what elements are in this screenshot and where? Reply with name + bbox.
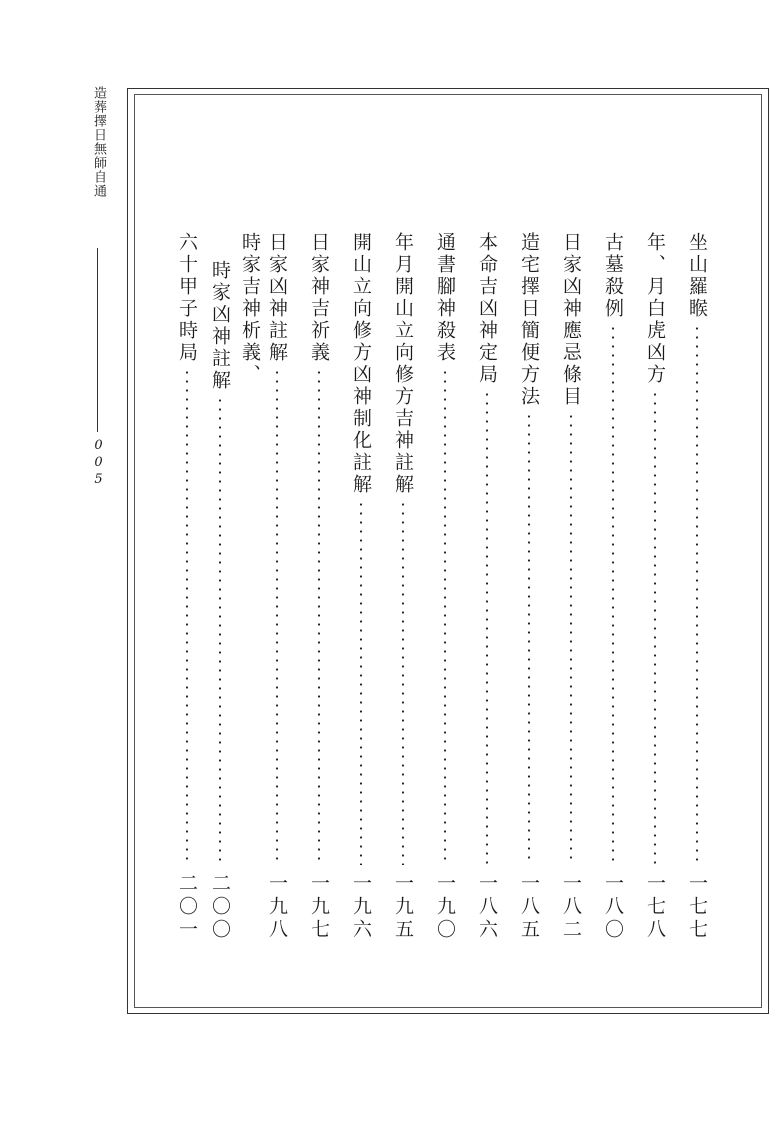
dot-leader: [360, 500, 362, 865]
toc-entry-page: 一七七: [686, 873, 708, 942]
toc-entry-line-2: [207, 232, 233, 942]
toc-entry: [641, 232, 669, 942]
dot-leader: [528, 412, 530, 865]
toc-entry-page: 一七八: [644, 873, 666, 942]
toc-entry: [347, 232, 375, 942]
toc-entry-title: 古墓殺例: [602, 232, 624, 320]
toc-entry: [683, 232, 711, 942]
toc-entry-title: 通書腳神殺表: [434, 232, 456, 364]
toc-entry-page: 一九七: [308, 873, 330, 942]
toc-entry-title: 本命吉凶神定局: [476, 232, 498, 386]
toc-entry-title: 造宅擇日簡便方法: [518, 232, 540, 408]
toc-entry-title: 日家神吉祈義: [308, 232, 330, 364]
dot-leader: [486, 390, 488, 865]
toc-entry-line-1: [237, 232, 263, 942]
toc-entry-page: 一八〇: [602, 873, 624, 942]
toc-entry-page: 一八二: [560, 873, 582, 942]
toc-entry: [207, 232, 263, 942]
toc-entry-title: 開山立向修方凶神制化註解: [350, 232, 372, 496]
dot-leader: [219, 396, 221, 865]
toc-entry: [431, 232, 459, 942]
toc-entry-two-line: [207, 232, 263, 942]
dot-leader: [186, 368, 188, 865]
dot-leader: [654, 390, 656, 865]
toc-entry: [305, 232, 333, 942]
toc-entry: [173, 232, 201, 942]
toc-entry: [263, 232, 291, 942]
toc-entry: [557, 232, 585, 942]
toc-entry-page: 二〇〇: [209, 873, 231, 942]
toc-entry-title: 時家吉神析義、: [239, 232, 261, 386]
toc-entry: [473, 232, 501, 942]
toc-entry-page: 一八六: [476, 873, 498, 942]
toc-entry-page: 一九八: [266, 873, 288, 942]
dot-leader: [402, 500, 404, 865]
dot-leader: [612, 324, 614, 865]
toc-entry-title: 日家凶神註解: [266, 232, 288, 364]
dot-leader: [318, 368, 320, 865]
dot-leader: [444, 368, 446, 865]
toc-entry-title: 日家凶神應忌條目: [560, 232, 582, 408]
toc-entry-title-continued: 時家凶神註解: [209, 260, 231, 392]
toc-entry-page: 一九五: [392, 873, 414, 942]
dot-leader: [276, 368, 278, 865]
toc-entry: [599, 232, 627, 942]
dot-leader: [570, 412, 572, 865]
dot-leader: [696, 324, 698, 865]
running-header-rule: [97, 248, 98, 432]
toc-entry-title: 坐山羅睺: [686, 232, 708, 320]
toc-entry-page: 一八五: [518, 873, 540, 942]
toc-entry-page: 二〇一: [176, 873, 198, 942]
toc-entry-title: 年、月白虎凶方: [644, 232, 666, 386]
toc-entry-page: 一九〇: [434, 873, 456, 942]
running-header-title: 造葬擇日無師自通: [91, 86, 106, 198]
toc-entry-title: 六十甲子時局: [176, 232, 198, 364]
toc-entry-title: 年月開山立向修方吉神註解: [392, 232, 414, 496]
toc-entry-page: 一九六: [350, 873, 372, 942]
running-header-page-number: 005: [91, 438, 106, 489]
toc-entry: [515, 232, 543, 942]
toc-entry: [389, 232, 417, 942]
